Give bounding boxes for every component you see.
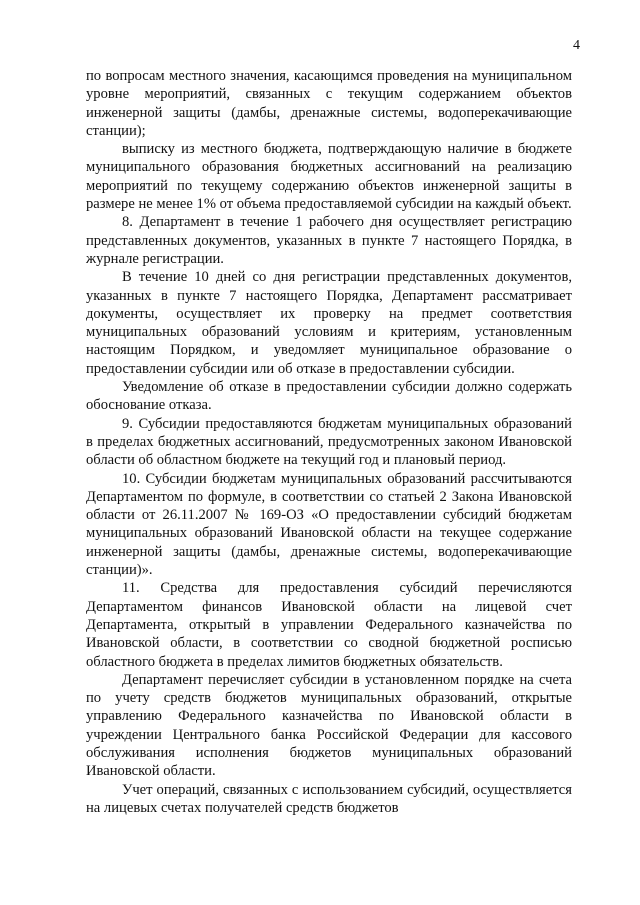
paragraph: 8. Департамент в течение 1 рабочего дня осуществляет регистрацию представленных документов, указанных в пункте 7 настоящего Порядка, в журнале регистрации. [86,214,572,267]
paragraph: 9. Субсидии предоставляются бюджетам муниципальных образований в пределах бюджетных ассигнований, предусмотренных законом Ивановской области об областном бюджете на текущий год и плановый период. [86,415,572,469]
paragraph: Департамент перечисляет субсидии в установленном порядке на счета по учету средств бюджетов муниципальных образований, открытые управлению Федерального казначейства по Ивановской области в учреждении Центрального банка Российской Федерации для кассового обслуживания исполнения бюджетов муниципальных образований Ивановской области. [86,671,572,780]
document-body [86,67,572,817]
paragraph: по вопросам местного значения, касающимся проведения на муниципальном уровне мероприятий, связанных с текущим содержанием объектов инженерной защиты (дамбы, дренажные системы, водоперекачивающие станции); [86,68,572,139]
paragraph: 11. Средства для предоставления субсидий перечисляются Департаментом финансов Ивановской области на лицевой счет Департамента, открытый в управлении Федерального казначейства по Ивановской области, в соответствии со сводной бюджетной росписью областного бюджета в пределах лимитов бюджетных обязательств. [86,580,572,670]
paragraph: выписку из местного бюджета, подтверждающую наличие в бюджете муниципального образования бюджетных ассигнований на реализацию мероприятий по текущему содержанию объектов инженерной защиты в размере не менее 1% от объема предоставляемой субсидии на каждый объект. [86,141,572,213]
paragraph: В течение 10 дней со дня регистрации представленных документов, указанных в пункте 7 настоящего Порядка, Департамент рассматривает документы, осуществляет их проверку на предмет соответствия муниципальных образований условиям и критериям, установленным настоящим Порядком, и уведомляет муниципальное образование о предоставлении субсидии или об отказе в предоставлении субсидии. [86,269,572,377]
paragraph: Уведомление об отказе в предоставлении субсидии должно содержать обоснование отказа. [86,379,572,414]
paragraph: 10. Субсидии бюджетам муниципальных образований рассчитываются Департаментом по формуле, в соответствии со статьей 2 Закона Ивановской области от 26.11.2007 № 169-ОЗ «О предоставлении субсидий бюджетам муниципальных образований Ивановской области на текущее содержание инженерной защиты (дамбы, дренажные системы, водоперекачивающие станции)». [86,470,572,579]
paragraph: Учет операций, связанных с использованием субсидий, осуществляется на лицевых счетах получателей средств бюджетов [86,781,572,816]
page-number: 4 [573,38,580,53]
